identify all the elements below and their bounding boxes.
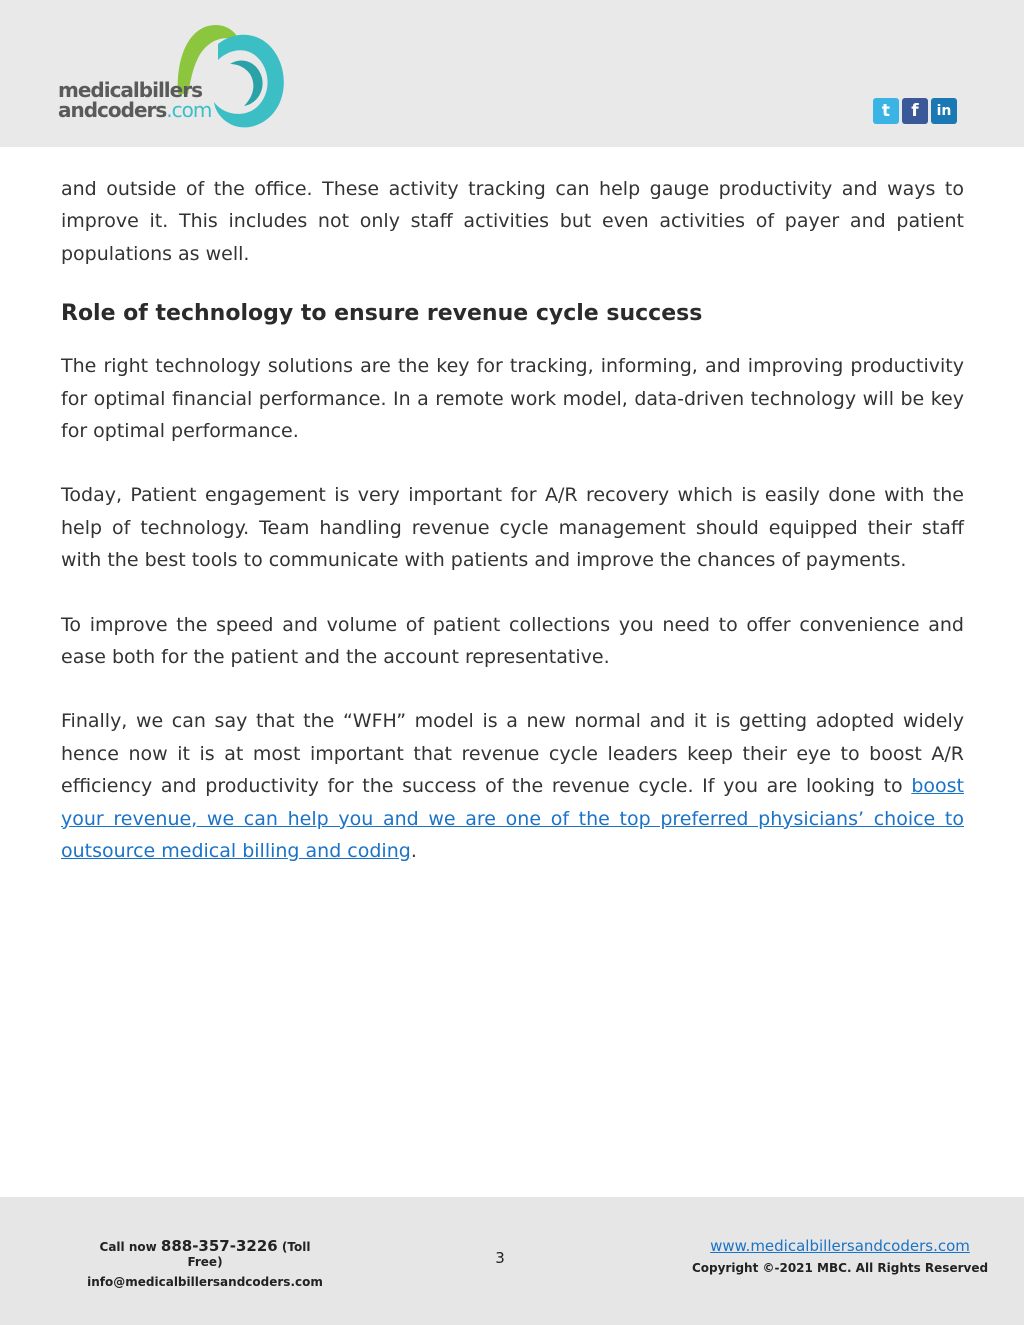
page-header xyxy=(0,0,1024,147)
page-number: 3 xyxy=(495,1249,505,1267)
contact-email[interactable]: info@medicalbillersandcoders.com xyxy=(87,1275,323,1289)
footer-site-info xyxy=(690,1237,990,1275)
paragraph-intro: and outside of the office. These activity tracking can help gauge productivity and ways to improve it. This includes not only staff activities but even activities of payer and patient populations as well. xyxy=(61,178,964,265)
logo-line-2: andcoders xyxy=(58,98,167,122)
section-heading: Role of technology to ensure revenue cycle success xyxy=(61,301,703,327)
outsource-billing-link[interactable]: boost your revenue, we can help you and we are one of the top preferred physicians’ choice to outsource medical billing and coding xyxy=(61,775,964,863)
paragraph-patient-engagement: Today, Patient engagement is very important for A/R recovery which is easily done with the help of technology. Team handling revenue cycle management should equipped their staff with the best tools to communicate with patients and improve the chances of payments. xyxy=(61,484,964,572)
conclusion-text: Finally, we can say that the “WFH” model is a new normal and it is getting adopted widely hence now it is at most important that revenue cycle leaders keep their eye to boost A/R efficiency and productivity for the success of the revenue cycle. If you are looking to xyxy=(61,710,964,798)
call-now-label: Call now xyxy=(99,1240,161,1254)
main-content xyxy=(61,173,964,900)
logo-suffix: .com xyxy=(166,98,212,122)
copyright-text: Copyright ©-2021 MBC. All Rights Reserved xyxy=(691,1261,989,1275)
website-link[interactable]: www.medicalbillersandcoders.com xyxy=(710,1237,970,1255)
linkedin-icon[interactable]: in xyxy=(931,98,957,124)
logo-wordmark xyxy=(58,80,211,120)
logo-line-1: medicalbillers xyxy=(58,78,202,102)
footer-contact xyxy=(80,1237,330,1289)
paragraph-collections: To improve the speed and volume of patient collections you need to offer convenience and ease both for the patient and the account representative. xyxy=(61,613,964,669)
facebook-icon[interactable]: f xyxy=(902,98,928,124)
conclusion-end: . xyxy=(410,840,417,863)
toll-free-label: (Toll Free) xyxy=(187,1240,311,1269)
phone-number[interactable]: 888-357-3226 xyxy=(160,1237,278,1255)
company-logo[interactable] xyxy=(58,22,298,132)
page-footer xyxy=(0,1197,1024,1325)
paragraph-conclusion xyxy=(61,705,964,867)
paragraph-technology: The right technology solutions are the key for tracking, informing, and improving productivity for optimal financial performance. In a remote work model, data-driven technology will be key for optimal performance. xyxy=(61,355,964,443)
social-links xyxy=(873,98,957,124)
twitter-icon[interactable]: t xyxy=(873,98,899,124)
